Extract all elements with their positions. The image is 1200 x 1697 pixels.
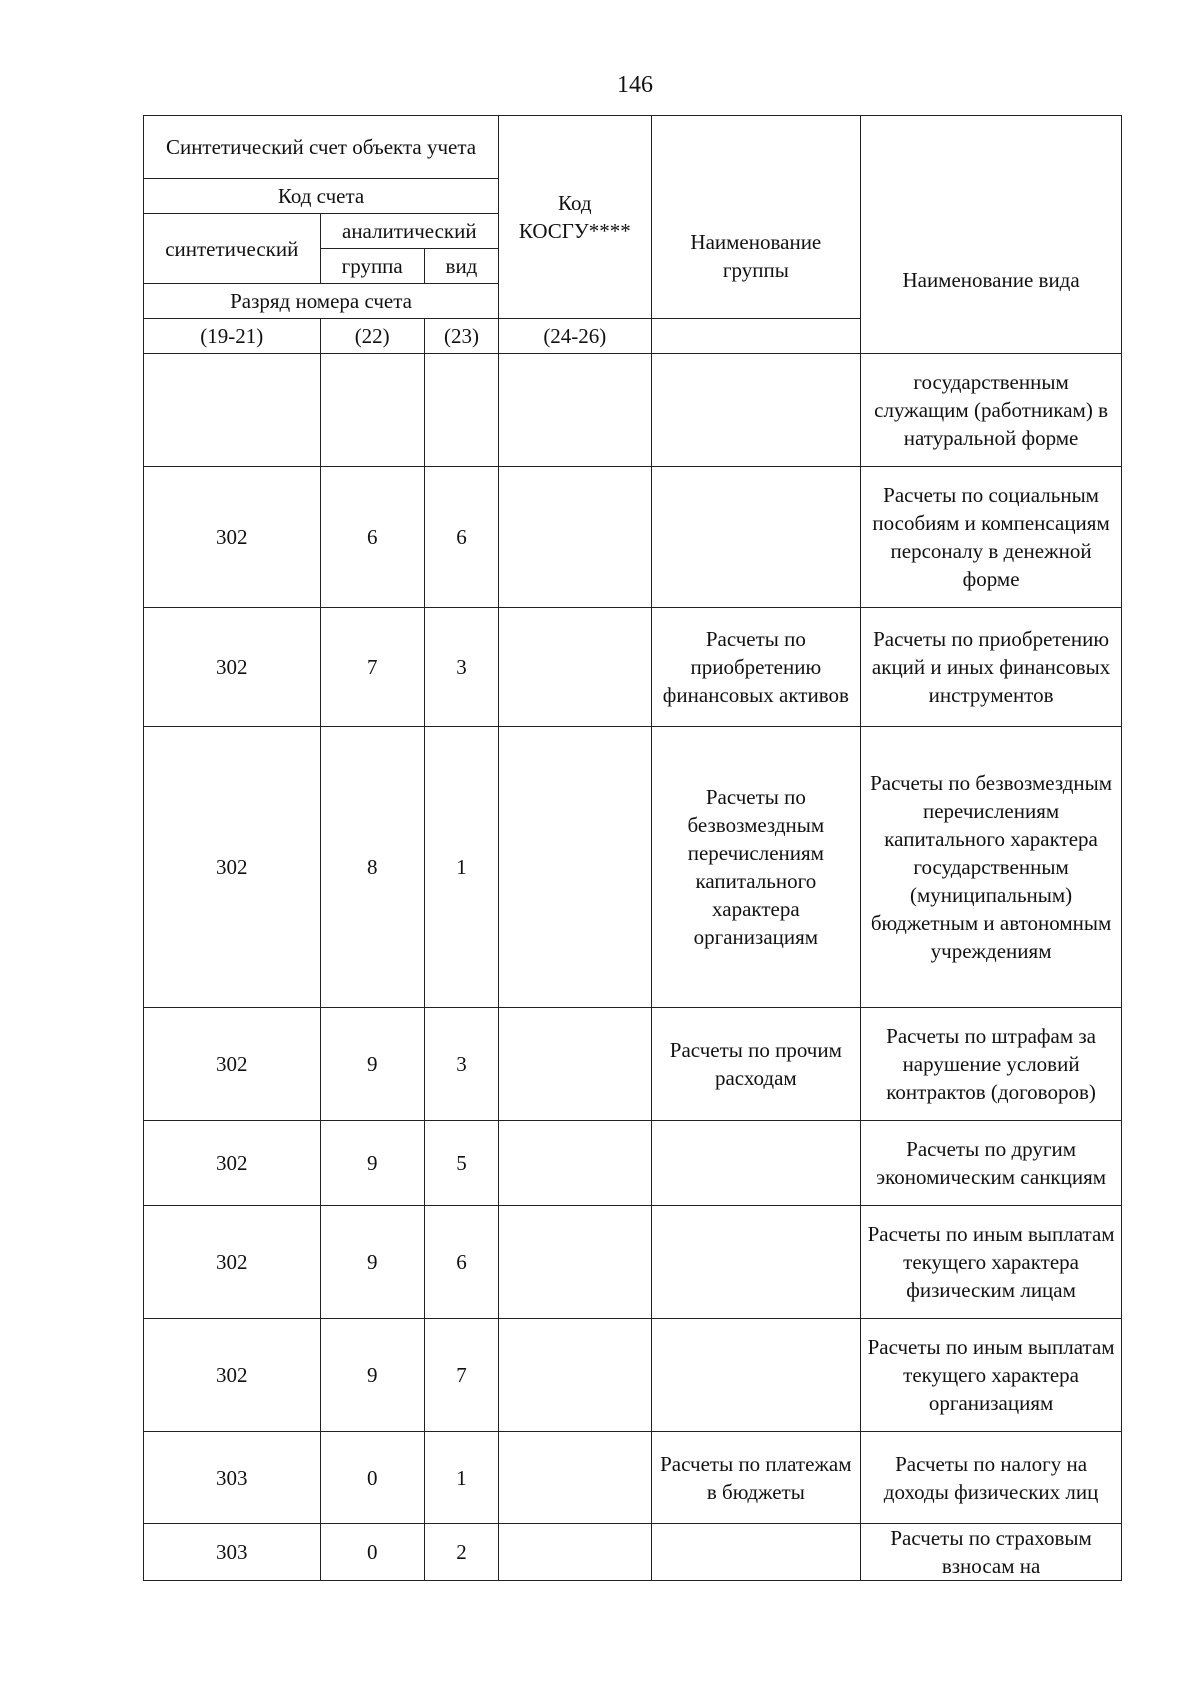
type-cell (424, 354, 498, 467)
group-cell: 9 (320, 1319, 424, 1432)
table-row (144, 727, 1122, 1008)
header-type: вид (424, 249, 498, 284)
group-cell: 6 (320, 467, 424, 608)
type-cell: 2 (424, 1524, 498, 1581)
synthetic-cell: 302 (144, 608, 321, 727)
type-name-cell: государственным служащим (работникам) в натуральной форме (861, 354, 1122, 467)
group-cell: 9 (320, 1121, 424, 1206)
kosgu-cell (499, 1432, 651, 1524)
page-number: 146 (617, 72, 653, 98)
kosgu-cell (499, 1524, 651, 1581)
kosgu-cell (499, 1008, 651, 1121)
type-name-cell: Расчеты по налогу на доходы физических лиц (861, 1432, 1122, 1524)
col-19-21: (19-21) (144, 319, 321, 354)
group-name-cell (651, 467, 861, 608)
type-name-cell: Расчеты по безвозмездным перечислениям капитального характера государственным (муниципальным) бюджетным и автономным учреждениям (861, 727, 1122, 1008)
group-name-cell (651, 354, 861, 467)
type-cell: 5 (424, 1121, 498, 1206)
type-name-cell: Расчеты по приобретению акций и иных финансовых инструментов (861, 608, 1122, 727)
col-group-name-empty (651, 319, 861, 354)
group-name-cell (651, 1524, 861, 1581)
header-group-name: Наименование группы (651, 116, 861, 319)
type-cell: 3 (424, 1008, 498, 1121)
header-kosgu: Код КОСГУ**** (499, 116, 651, 319)
group-cell: 0 (320, 1432, 424, 1524)
col-23: (23) (424, 319, 498, 354)
header-type-name: Наименование вида (861, 116, 1122, 354)
group-name-cell: Расчеты по безвозмездным перечислениям капитального характера организациям (651, 727, 861, 1008)
type-name-cell: Расчеты по другим экономическим санкциям (861, 1121, 1122, 1206)
header-group: группа (320, 249, 424, 284)
type-cell: 3 (424, 608, 498, 727)
table-row (144, 1432, 1122, 1524)
group-cell (320, 354, 424, 467)
synthetic-cell: 302 (144, 1008, 321, 1121)
type-name-cell: Расчеты по страховым взносам на (861, 1524, 1122, 1581)
group-name-cell: Расчеты по платежам в бюджеты (651, 1432, 861, 1524)
table-row (144, 1524, 1122, 1581)
group-cell: 7 (320, 608, 424, 727)
kosgu-cell (499, 1121, 651, 1206)
synthetic-cell: 302 (144, 727, 321, 1008)
table-row (144, 1008, 1122, 1121)
type-cell: 6 (424, 1206, 498, 1319)
group-name-cell (651, 1319, 861, 1432)
table-row (144, 467, 1122, 608)
type-cell: 1 (424, 1432, 498, 1524)
header-analytic: аналитический (320, 214, 499, 249)
type-name-cell: Расчеты по социальным пособиям и компенсациям персоналу в денежной форме (861, 467, 1122, 608)
type-name-cell: Расчеты по иным выплатам текущего характера физическим лицам (861, 1206, 1122, 1319)
header-synthetic: синтетический (144, 214, 321, 284)
table-row (144, 608, 1122, 727)
accounts-table (143, 115, 1122, 1581)
header-digit-rank: Разряд номера счета (144, 284, 499, 319)
kosgu-cell (499, 1319, 651, 1432)
table-row (144, 1206, 1122, 1319)
group-cell: 0 (320, 1524, 424, 1581)
group-name-cell (651, 1121, 861, 1206)
table-row (144, 354, 1122, 467)
synthetic-cell: 302 (144, 467, 321, 608)
type-cell: 6 (424, 467, 498, 608)
header-row-1 (144, 116, 1122, 179)
group-cell: 9 (320, 1008, 424, 1121)
synthetic-cell (144, 354, 321, 467)
type-name-cell: Расчеты по штрафам за нарушение условий контрактов (договоров) (861, 1008, 1122, 1121)
group-cell: 8 (320, 727, 424, 1008)
type-cell: 1 (424, 727, 498, 1008)
type-cell: 7 (424, 1319, 498, 1432)
table-row (144, 1319, 1122, 1432)
group-name-cell: Расчеты по прочим расходам (651, 1008, 861, 1121)
synthetic-cell: 303 (144, 1524, 321, 1581)
kosgu-cell (499, 1206, 651, 1319)
group-name-cell (651, 1206, 861, 1319)
synthetic-cell: 302 (144, 1319, 321, 1432)
col-22: (22) (320, 319, 424, 354)
kosgu-cell (499, 354, 651, 467)
synthetic-cell: 302 (144, 1121, 321, 1206)
synthetic-cell: 302 (144, 1206, 321, 1319)
header-synthetic-account: Синтетический счет объекта учета (144, 116, 499, 179)
group-cell: 9 (320, 1206, 424, 1319)
table-row (144, 1121, 1122, 1206)
header-account-code: Код счета (144, 179, 499, 214)
kosgu-cell (499, 467, 651, 608)
type-name-cell: Расчеты по иным выплатам текущего характера организациям (861, 1319, 1122, 1432)
synthetic-cell: 303 (144, 1432, 321, 1524)
kosgu-cell (499, 608, 651, 727)
col-24-26: (24-26) (499, 319, 651, 354)
kosgu-cell (499, 727, 651, 1008)
group-name-cell: Расчеты по приобретению финансовых активов (651, 608, 861, 727)
